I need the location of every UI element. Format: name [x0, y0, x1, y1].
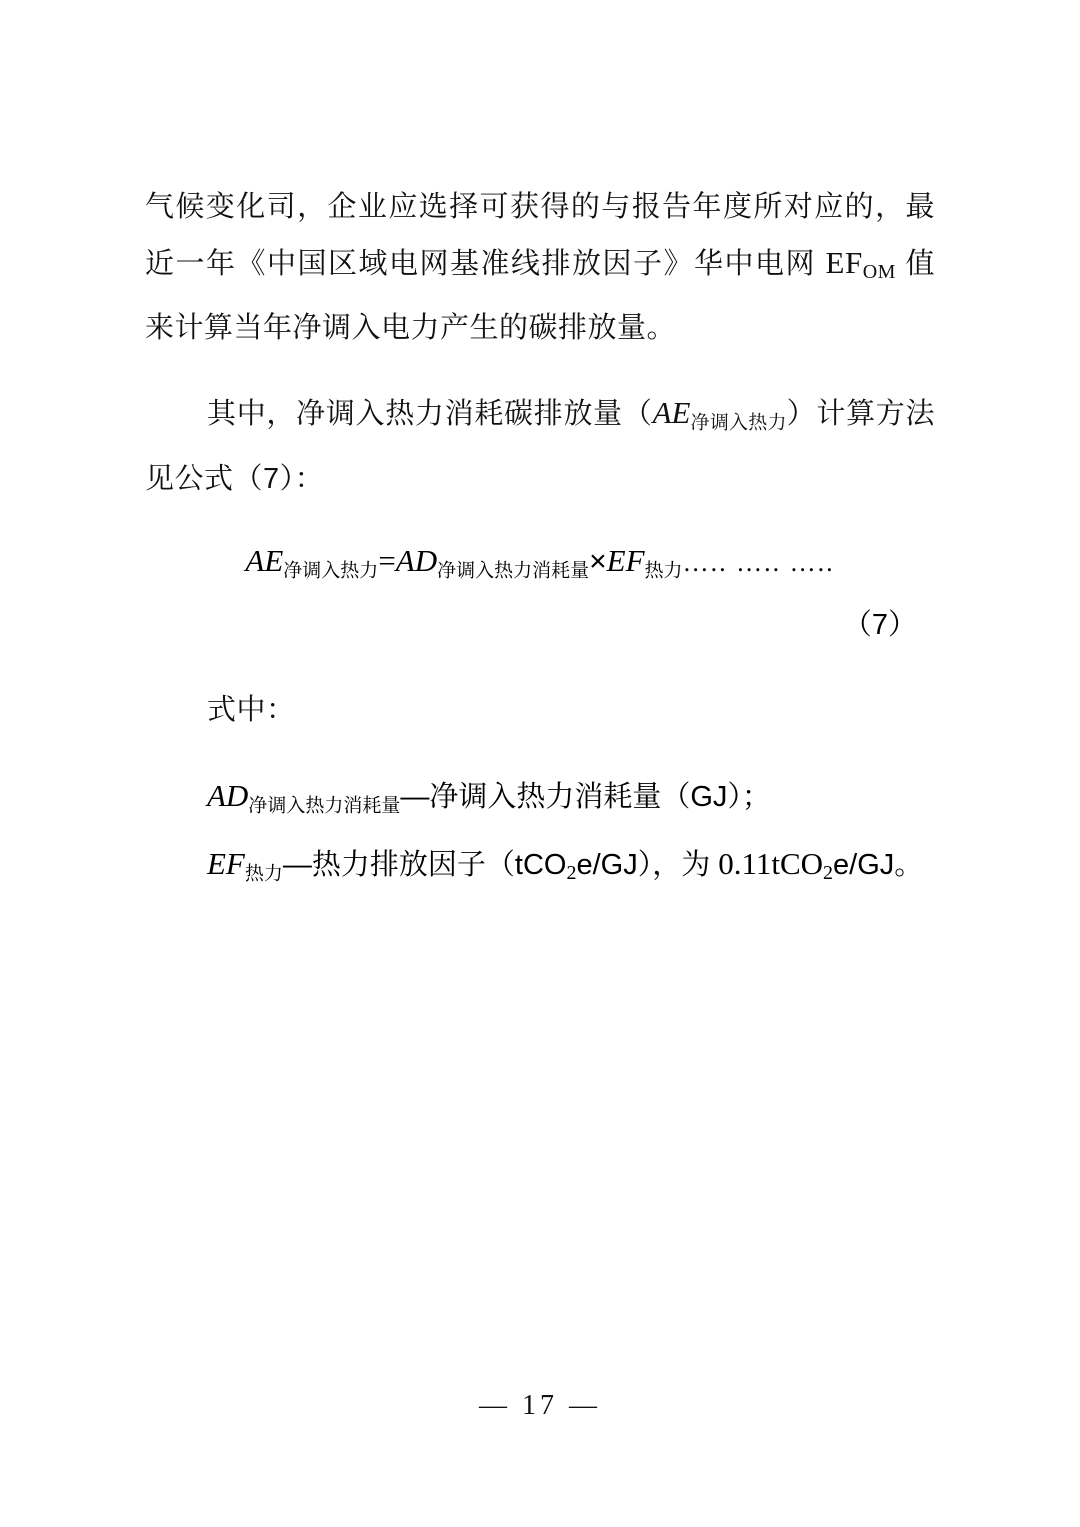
page-number: — 17 — — [479, 1390, 601, 1421]
definition-ef-value-after: e/GJ。 — [833, 848, 924, 881]
ad-symbol: AD — [207, 777, 249, 813]
paragraph-2 — [145, 385, 935, 507]
formula-7 — [145, 536, 935, 596]
co2-subscript-1: 2 — [566, 861, 577, 884]
paragraph-2-text-b: ）计算方法见公式（7）： — [145, 398, 935, 496]
paragraph-1-text-b: 值来计算当年净调入电力产生的碳排放量。 — [145, 248, 935, 344]
formula-number: （7） — [842, 608, 917, 641]
definition-ad — [145, 767, 935, 835]
definition-ef-text-mid: e/GJ），为 — [576, 848, 719, 881]
ef-heat-symbol: EF — [207, 845, 245, 881]
formula-times: × — [589, 545, 607, 579]
ad-subscript: 净调入热力消耗量 — [248, 794, 401, 816]
formula-rhs-var: AD — [395, 543, 438, 579]
ef-heat-value: 0.11tCO — [718, 845, 824, 881]
ef-subscript-om: OM — [862, 261, 896, 283]
formula-lhs-var: AE — [245, 543, 284, 579]
ef-heat-subscript: 热力 — [244, 863, 283, 885]
paragraph-2-text-a: 其中，净调入热力消耗碳排放量（ — [207, 398, 653, 430]
formula-leader-dots: ….. ….. ….. — [682, 548, 835, 578]
paragraph-1 — [145, 179, 935, 356]
definition-ad-text: —净调入热力消耗量（GJ）； — [400, 780, 771, 813]
ae-symbol: AE — [652, 395, 691, 430]
co2-subscript-2: 2 — [823, 861, 834, 884]
formula-factor-sub: 热力 — [644, 560, 683, 582]
ae-subscript: 净调入热力 — [690, 412, 787, 434]
definition-ef-text-before: —热力排放因子（tCO — [282, 848, 567, 881]
page-content — [145, 150, 935, 903]
formula-equals: = — [378, 543, 396, 579]
paragraph-1-text-a: 气候变化司，企业应选择可获得的与报告年度所对应的，最近一年《中国区域电网基准线排放因子》华中电网 — [145, 191, 935, 280]
formula-rhs-sub: 净调入热力消耗量 — [437, 560, 590, 582]
formula-lhs-sub: 净调入热力 — [283, 560, 379, 582]
ef-symbol: EF — [825, 245, 863, 280]
where-label: 式中： — [207, 693, 296, 726]
definition-ef — [145, 835, 935, 903]
formula-factor-var: EF — [606, 543, 645, 579]
